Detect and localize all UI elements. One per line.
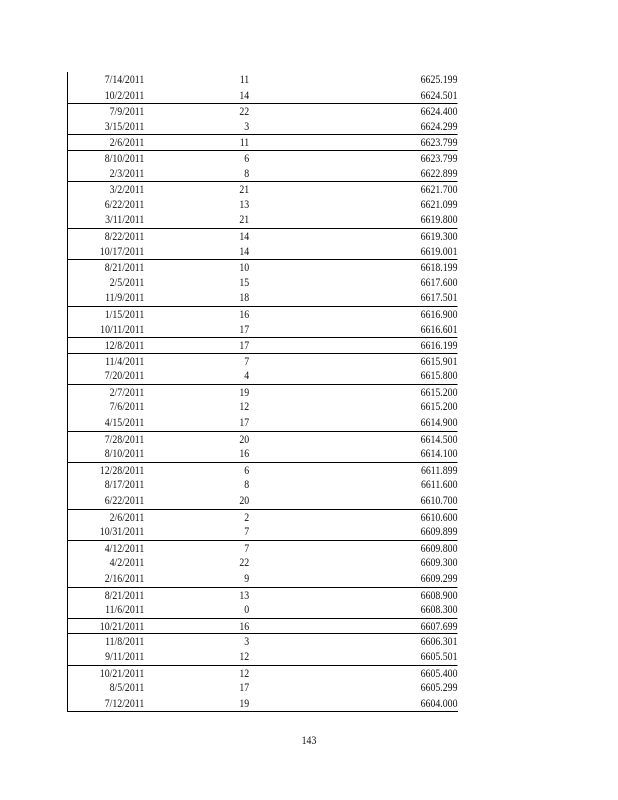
count-cell: 4 — [244, 368, 250, 383]
date-cell: 2/6/2011 — [109, 509, 145, 524]
value-cell: 6615.200 — [420, 384, 458, 399]
count-cell: 3 — [244, 634, 250, 649]
value-cell: 6605.299 — [420, 680, 458, 695]
table-row — [68, 602, 458, 618]
count-cell: 11 — [239, 135, 250, 150]
value-cell: 6623.799 — [420, 135, 458, 150]
date-cell: 7/28/2011 — [104, 431, 145, 446]
table-row — [68, 134, 458, 150]
value-cell: 6604.000 — [420, 695, 458, 710]
count-cell: 14 — [239, 243, 250, 258]
date-cell: 6/22/2011 — [104, 493, 145, 508]
date-cell: 8/10/2011 — [104, 150, 145, 165]
value-cell: 6605.400 — [420, 665, 458, 680]
date-cell: 2/6/2011 — [109, 135, 145, 150]
table-row — [68, 259, 458, 275]
value-cell: 6614.900 — [420, 415, 458, 430]
count-cell: 19 — [239, 384, 250, 399]
table-row — [68, 166, 458, 182]
table-row — [68, 103, 458, 119]
date-cell: 7/14/2011 — [104, 72, 145, 86]
count-cell: 20 — [239, 431, 250, 446]
table-row — [68, 415, 458, 431]
date-cell: 2/5/2011 — [109, 274, 145, 289]
count-cell: 12 — [239, 399, 250, 414]
count-cell: 17 — [239, 415, 250, 430]
table-row — [68, 633, 458, 649]
count-cell: 10 — [239, 260, 250, 275]
value-cell: 6624.299 — [420, 118, 458, 133]
count-cell: 8 — [244, 477, 250, 492]
value-cell: 6615.200 — [420, 399, 458, 414]
table-row — [68, 399, 458, 415]
table-row — [68, 88, 458, 104]
value-cell: 6624.501 — [420, 87, 458, 102]
count-cell: 16 — [239, 306, 250, 321]
value-cell: 6616.199 — [420, 338, 458, 353]
count-cell: 11 — [239, 72, 250, 86]
date-cell: 8/5/2011 — [109, 680, 145, 695]
date-cell: 10/21/2011 — [99, 665, 145, 680]
value-cell: 6621.099 — [420, 196, 458, 211]
count-cell: 12 — [239, 665, 250, 680]
date-cell: 3/2/2011 — [109, 182, 145, 197]
table-row — [68, 197, 458, 213]
table-row — [68, 322, 458, 338]
table-row — [68, 353, 458, 369]
count-cell: 3 — [244, 118, 250, 133]
table-row — [68, 571, 458, 587]
count-cell: 17 — [239, 321, 250, 336]
value-cell: 6608.900 — [420, 587, 458, 602]
table-row — [68, 212, 458, 228]
date-cell: 11/4/2011 — [105, 353, 145, 368]
count-cell: 0 — [244, 602, 250, 617]
table-row — [68, 649, 458, 665]
count-cell: 21 — [239, 182, 250, 197]
value-cell: 6614.500 — [420, 431, 458, 446]
count-cell: 2 — [244, 509, 250, 524]
date-cell: 7/20/2011 — [104, 368, 145, 383]
value-cell: 6616.900 — [420, 306, 458, 321]
count-cell: 19 — [239, 695, 250, 710]
value-cell: 6614.100 — [420, 446, 458, 461]
date-cell: 1/15/2011 — [104, 306, 145, 321]
value-cell: 6615.901 — [420, 353, 458, 368]
value-cell: 6617.501 — [420, 290, 458, 305]
table-row — [68, 555, 458, 571]
count-cell: 21 — [239, 212, 250, 227]
table-row — [68, 524, 458, 540]
table-row — [68, 72, 458, 88]
value-cell: 6624.400 — [420, 104, 458, 119]
value-cell: 6622.899 — [420, 165, 458, 180]
table-row — [68, 540, 458, 556]
value-cell: 6611.899 — [420, 462, 458, 477]
count-cell: 14 — [239, 87, 250, 102]
table-row — [68, 306, 458, 322]
value-cell: 6609.800 — [420, 540, 458, 555]
value-cell: 6619.300 — [420, 228, 458, 243]
count-cell: 17 — [239, 338, 250, 353]
count-cell: 18 — [239, 290, 250, 305]
table-row — [68, 384, 458, 400]
table-row — [68, 665, 458, 681]
date-cell: 11/6/2011 — [105, 602, 145, 617]
date-cell: 7/9/2011 — [109, 104, 145, 119]
count-cell: 15 — [239, 274, 250, 289]
date-cell: 2/3/2011 — [109, 165, 145, 180]
table-row — [68, 493, 458, 509]
table-row — [68, 290, 458, 306]
count-cell: 8 — [244, 165, 250, 180]
value-cell: 6609.300 — [420, 555, 458, 570]
value-cell: 6615.800 — [420, 368, 458, 383]
count-cell: 12 — [239, 648, 250, 663]
value-cell: 6611.600 — [420, 477, 458, 492]
date-cell: 10/21/2011 — [99, 618, 145, 633]
date-cell: 10/17/2011 — [99, 243, 145, 258]
count-cell: 14 — [239, 228, 250, 243]
count-cell: 7 — [244, 353, 250, 368]
value-cell: 6607.699 — [420, 618, 458, 633]
table-row — [68, 446, 458, 462]
table-row — [68, 696, 458, 712]
date-cell: 8/21/2011 — [104, 587, 145, 602]
date-cell: 2/16/2011 — [104, 571, 145, 585]
table-row — [68, 509, 458, 525]
count-cell: 7 — [244, 540, 250, 555]
value-cell: 6623.799 — [420, 150, 458, 165]
table-row — [68, 181, 458, 197]
table-row — [68, 618, 458, 634]
value-cell: 6610.600 — [420, 509, 458, 524]
date-cell: 8/21/2011 — [104, 260, 145, 275]
date-cell: 12/8/2011 — [104, 338, 145, 353]
date-cell: 4/12/2011 — [104, 540, 145, 555]
count-cell: 22 — [239, 104, 250, 119]
date-cell: 10/11/2011 — [100, 321, 145, 336]
date-cell: 10/31/2011 — [99, 524, 145, 539]
count-cell: 6 — [244, 150, 250, 165]
table-row — [68, 150, 458, 166]
table-row — [68, 368, 458, 384]
table-row — [68, 587, 458, 603]
date-cell: 11/8/2011 — [105, 634, 145, 649]
value-cell: 6619.001 — [420, 243, 458, 258]
value-cell: 6606.301 — [420, 634, 458, 649]
date-cell: 7/12/2011 — [104, 695, 145, 710]
value-cell: 6621.700 — [420, 182, 458, 197]
date-cell: 6/22/2011 — [104, 196, 145, 211]
value-cell: 6625.199 — [420, 72, 458, 86]
count-cell: 6 — [244, 462, 250, 477]
date-cell: 8/10/2011 — [104, 446, 145, 461]
date-cell: 4/15/2011 — [104, 415, 145, 430]
count-cell: 20 — [239, 493, 250, 508]
date-cell: 10/2/2011 — [104, 87, 145, 102]
count-cell: 16 — [239, 446, 250, 461]
date-cell: 2/7/2011 — [109, 384, 145, 399]
date-cell: 8/22/2011 — [104, 228, 145, 243]
value-cell: 6609.899 — [420, 524, 458, 539]
table-row — [68, 462, 458, 478]
table-row — [68, 337, 458, 353]
value-cell: 6608.300 — [420, 602, 458, 617]
value-cell: 6605.501 — [420, 648, 458, 663]
table-row — [68, 275, 458, 291]
table-row — [68, 477, 458, 493]
count-cell: 22 — [239, 555, 250, 570]
value-cell: 6616.601 — [420, 321, 458, 336]
table-row — [68, 228, 458, 244]
value-cell: 6610.700 — [420, 493, 458, 508]
value-cell: 6618.199 — [420, 260, 458, 275]
date-cell: 12/28/2011 — [99, 462, 145, 477]
date-cell: 8/17/2011 — [104, 477, 145, 492]
count-cell: 13 — [239, 587, 250, 602]
date-cell: 9/11/2011 — [105, 648, 145, 663]
value-cell: 6617.600 — [420, 274, 458, 289]
table-row — [68, 431, 458, 447]
value-cell: 6609.299 — [420, 571, 458, 585]
count-cell: 17 — [239, 680, 250, 695]
date-cell: 11/9/2011 — [105, 290, 145, 305]
value-cell: 6619.800 — [420, 212, 458, 227]
table-row — [68, 119, 458, 135]
count-cell: 7 — [244, 524, 250, 539]
count-cell: 9 — [244, 571, 250, 585]
count-cell: 13 — [239, 196, 250, 211]
date-cell: 3/15/2011 — [104, 118, 145, 133]
table-row — [68, 680, 458, 696]
date-cell: 4/2/2011 — [109, 555, 145, 570]
date-cell: 7/6/2011 — [109, 399, 145, 414]
data-table — [67, 72, 458, 712]
page-number: 143 — [301, 733, 317, 747]
date-cell: 3/11/2011 — [105, 212, 145, 227]
count-cell: 16 — [239, 618, 250, 633]
table-row — [68, 244, 458, 260]
